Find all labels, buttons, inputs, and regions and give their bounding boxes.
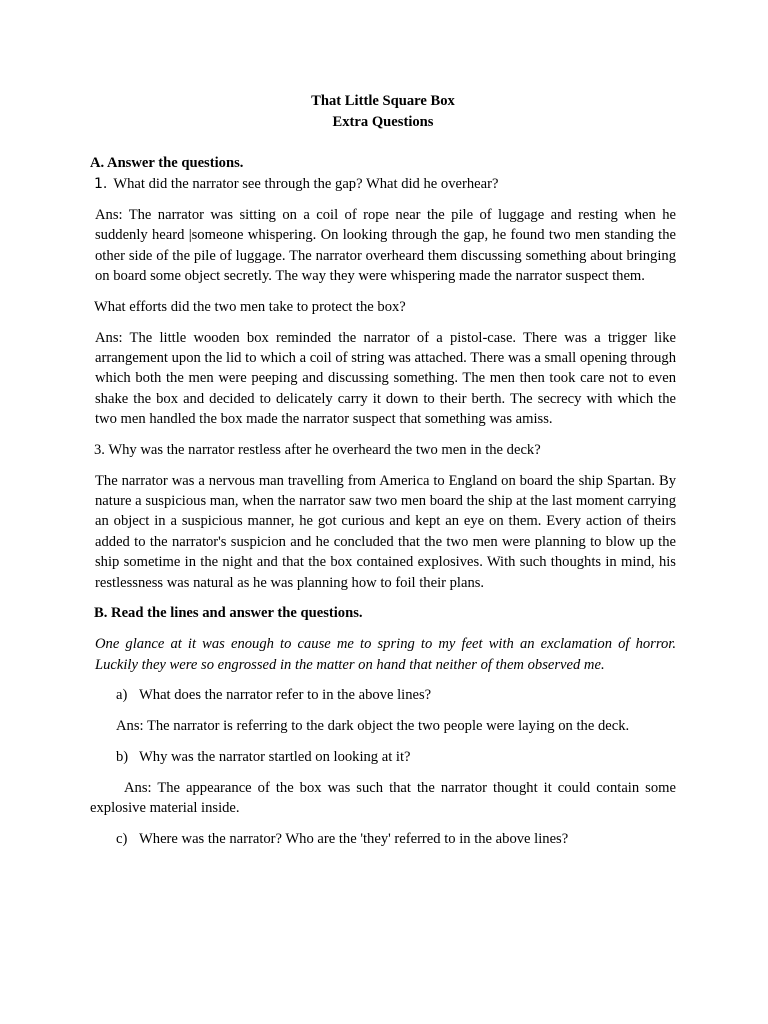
question-b-b-label: b) bbox=[116, 748, 129, 765]
answer-3: The narrator was a nervous man travelling from America to England on board the ship Spartan. By nature a suspicious man, when the narrator saw two men board the ship at the last moment carrying an object in a suspicious manner, he got curious and kept an eye on them. Every action of theirs added to the narrator's suspicion and he concluded that the two men were planning to blow up the ship sometime in the night and that the box contained explosives. With such thoughts in mind, his restlessness was natural as he was planning how to foil their plans. bbox=[95, 472, 676, 591]
answer-b-a: Ans: The narrator is referring to the dark object the two people were laying on the deck. bbox=[116, 717, 630, 734]
question-b-c-text: Where was the narrator? Who are the 'they' referred to in the above lines? bbox=[139, 830, 569, 847]
answer-2: Ans: The little wooden box reminded the narrator of a pistol-case. There was a trigger like arrangement upon the lid to which a coil of string was attached. There was a small opening through which both the men were peeping and discussing something. The men then took care not to even shake the box and decided to delicately carry it down to their berth. The secrecy with which the two men handled the box made the narrator suspect that something was amiss. bbox=[95, 329, 676, 428]
question-b-a bbox=[116, 685, 676, 706]
section-b-heading: B. Read the lines and answer the questions. bbox=[94, 605, 363, 622]
section-a-heading: A. Answer the questions. bbox=[90, 155, 244, 171]
question-1 bbox=[94, 174, 676, 195]
document-title: That Little Square Box bbox=[311, 93, 455, 109]
question-1-text: What did the narrator see through the gap? What did he overhear? bbox=[113, 176, 499, 192]
document-subtitle: Extra Questions bbox=[332, 114, 434, 130]
question-b-c bbox=[116, 829, 676, 850]
question-b-a-label: a) bbox=[116, 686, 128, 703]
document-page bbox=[90, 91, 676, 850]
answer-1: Ans: The narrator was sitting on a coil of rope near the pile of luggage and resting when he suddenly heard |someone whispering. On looking through the gap, he found two men standing the other side of the pile of luggage. The narrator overheard them discussing something about bringing on board some object secretly. The way they were whispering made the narrator suspect them. bbox=[95, 207, 676, 285]
answer-b-b: Ans: The appearance of the box was such that the narrator thought it could contain some explosive material inside. bbox=[90, 779, 676, 817]
extract-passage: One glance at it was enough to cause me to spring to my feet with an exclamation of horror. Luckily they were so engrossed in the matter on hand that neither of them observed me. bbox=[95, 636, 676, 673]
question-b-b-text: Why was the narrator startled on looking at it? bbox=[139, 748, 411, 765]
question-b-b bbox=[116, 747, 676, 768]
question-1-number: 1. bbox=[94, 176, 108, 192]
question-b-c-label: c) bbox=[116, 830, 128, 847]
question-3: 3. Why was the narrator restless after he overheard the two men in the deck? bbox=[94, 441, 541, 458]
question-2: What efforts did the two men take to protect the box? bbox=[94, 298, 406, 315]
question-b-a-text: What does the narrator refer to in the above lines? bbox=[139, 686, 432, 703]
